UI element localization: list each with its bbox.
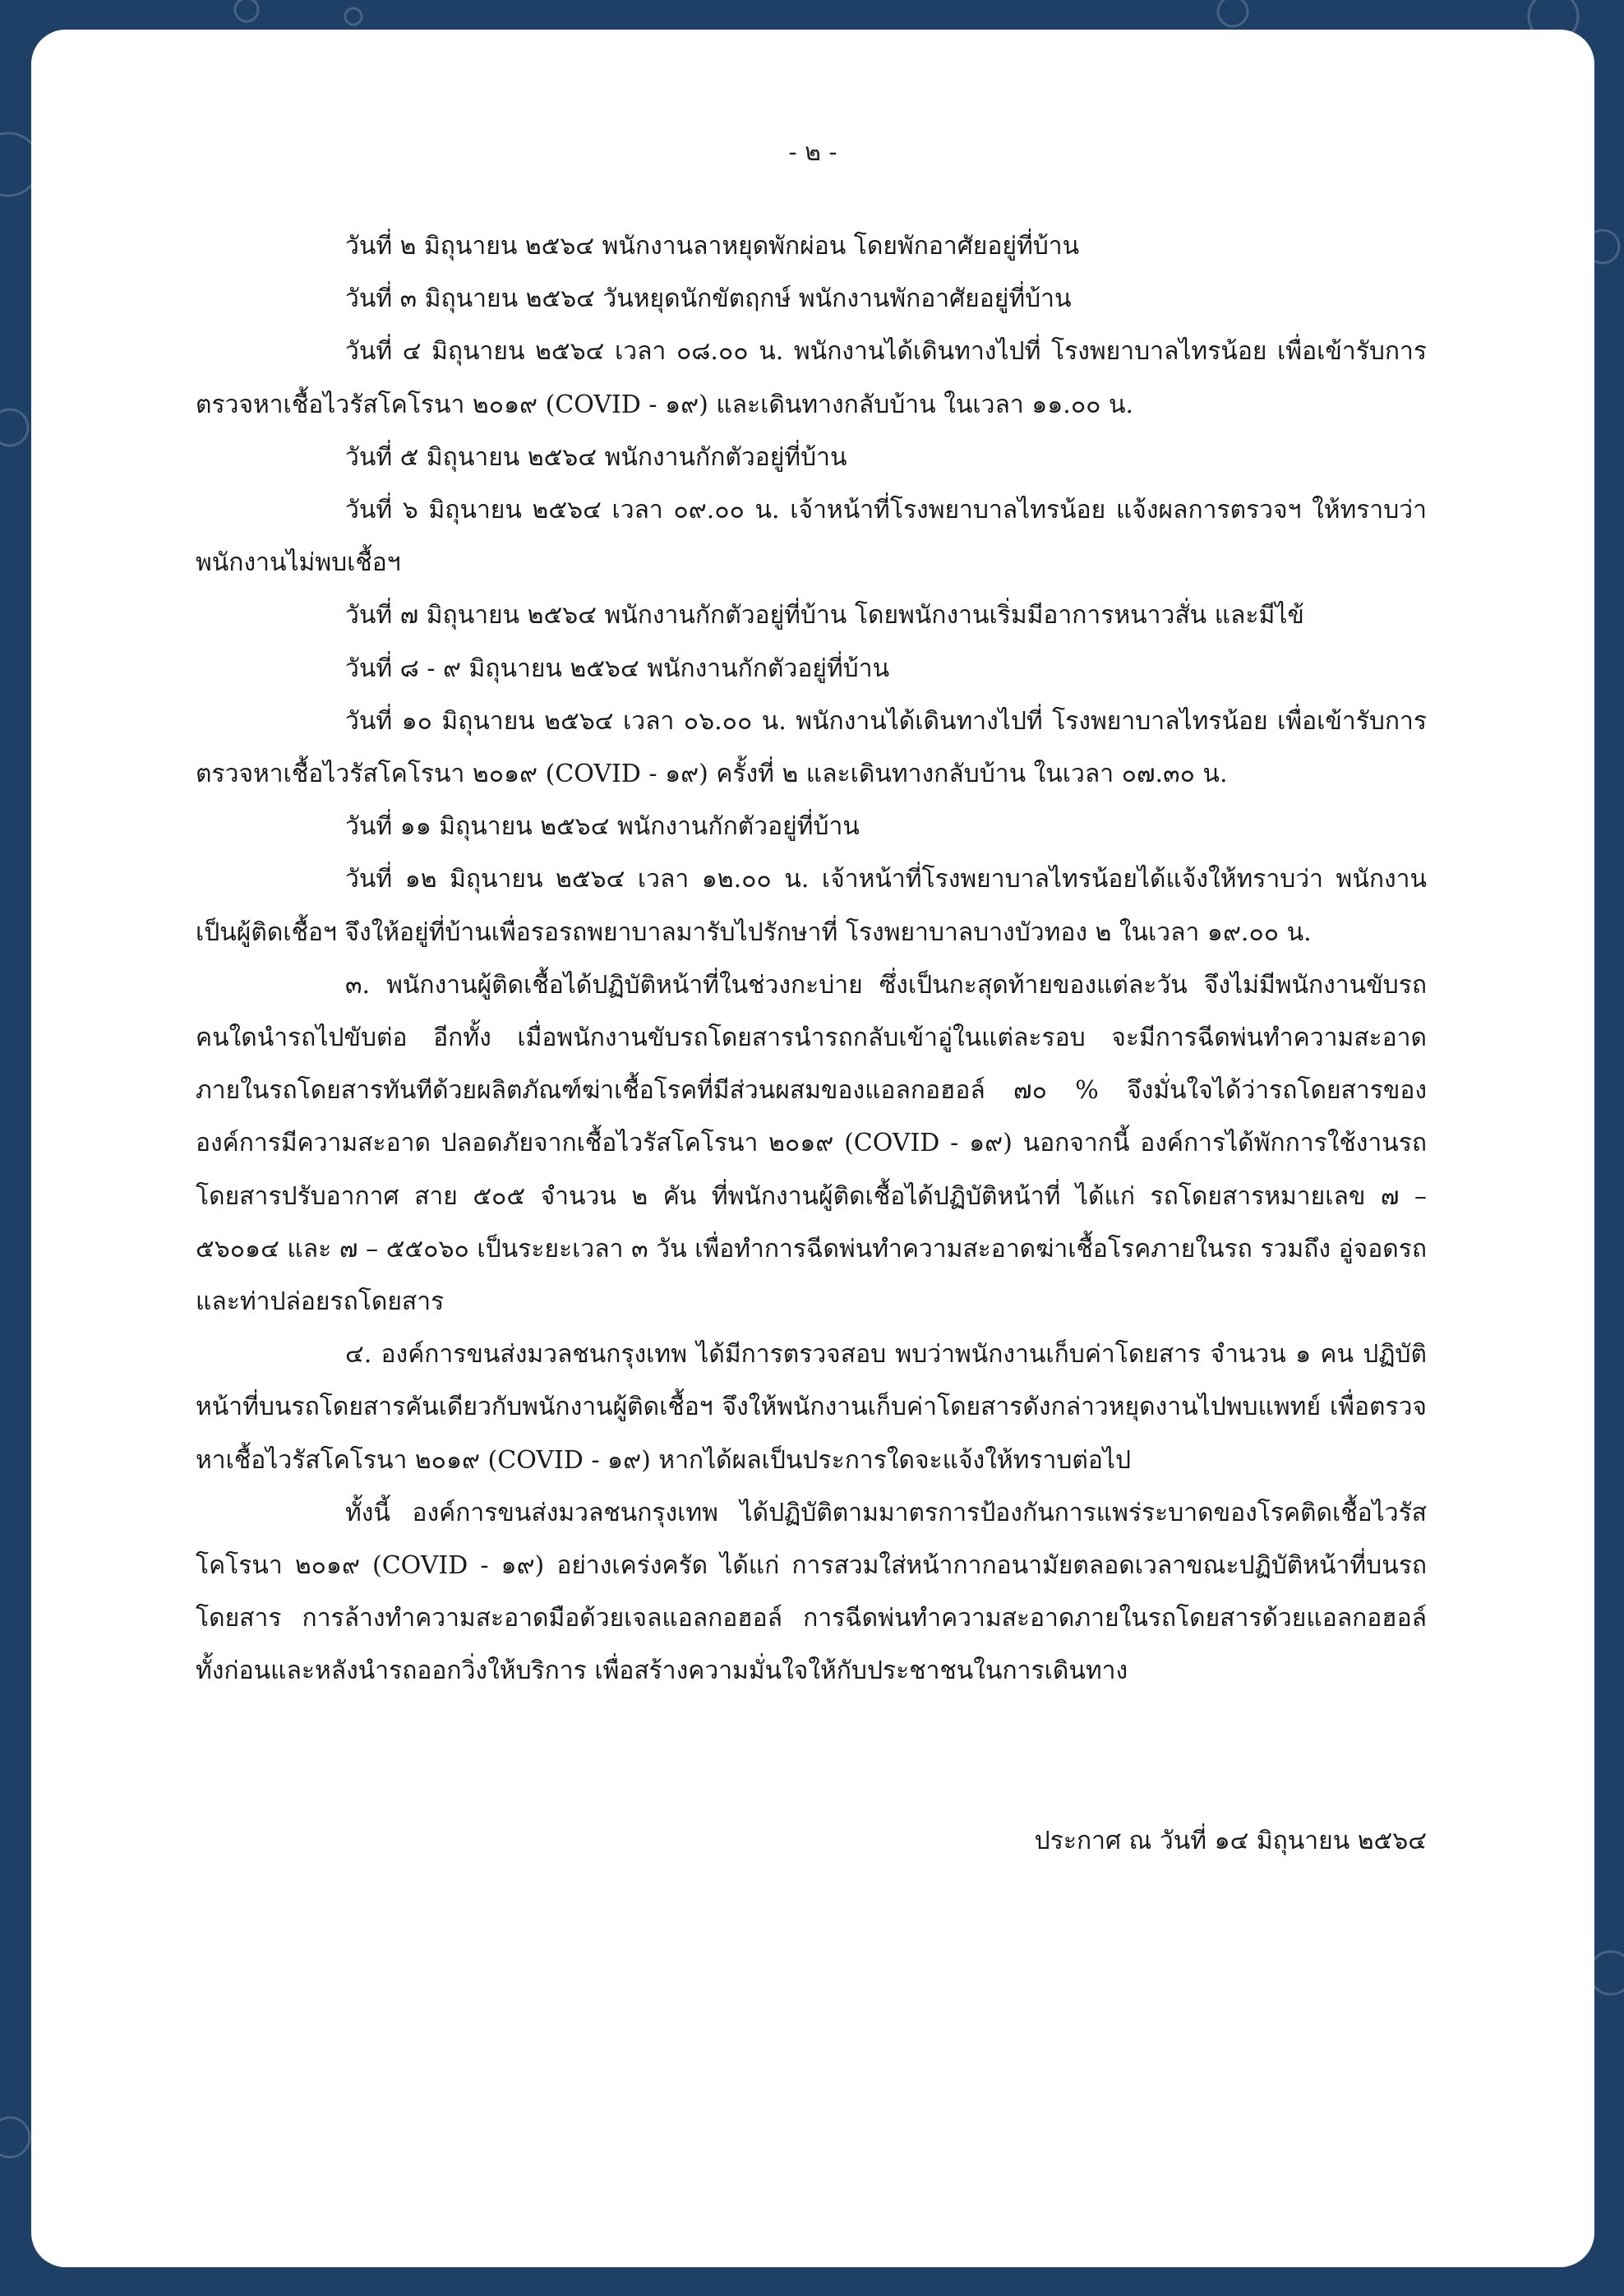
paragraph: วันที่ ๑๐ มิถุนายน ๒๕๖๔ เวลา ๐๖.๐๐ น. พนักงานได้เดินทางไปที่ โรงพยาบาลไทรน้อย เพื่อเข้ารับการตรวจหาเชื้อไวรัสโคโรนา ๒๐๑๙ (COVID - ๑๙) ครั้งที่ ๒ และเดินทางกลับบ้าน ในเวลา ๐๗.๓๐ น. [196, 706, 1427, 789]
page-number: - ๒ - [788, 138, 837, 167]
paragraph: วันที่ ๑๒ มิถุนายน ๒๕๖๔ เวลา ๑๒.๐๐ น. เจ้าหน้าที่โรงพยาบาลไทรน้อยได้แจ้งให้ทราบว่า พนักงานเป็นผู้ติดเชื้อฯ จึงให้อยู่ที่บ้านเพื่อรอรถพยาบาลมารับไปรักษาที่ โรงพยาบาลบางบัวทอง ๒ ในเวลา ๑๙.๐๐ น. [196, 865, 1427, 947]
paragraph: วันที่ ๓ มิถุนายน ๒๕๖๔ วันหยุดนักขัตฤกษ์ พนักงานพักอาศัยอยู่ที่บ้าน [345, 284, 1072, 314]
document-body [196, 220, 1427, 1698]
paragraph: วันที่ ๘ - ๙ มิถุนายน ๒๕๖๔ พนักงานกักตัวอยู่ที่บ้าน [345, 654, 890, 683]
paragraph: วันที่ ๔ มิถุนายน ๒๕๖๔ เวลา ๐๘.๐๐ น. พนักงานได้เดินทางไปที่ โรงพยาบาลไทรน้อย เพื่อเข้ารับการตรวจหาเชื้อไวรัสโคโรนา ๒๐๑๙ (COVID - ๑๙) และเดินทางกลับบ้าน ในเวลา ๑๑.๐๐ น. [196, 337, 1427, 419]
paragraph: วันที่ ๑๑ มิถุนายน ๒๕๖๔ พนักงานกักตัวอยู่ที่บ้าน [345, 812, 860, 842]
document-page [31, 30, 1594, 2267]
paragraph: วันที่ ๕ มิถุนายน ๒๕๖๔ พนักงานกักตัวอยู่ที่บ้าน [345, 442, 847, 472]
paragraph: ๓. พนักงานผู้ติดเชื้อได้ปฏิบัติหน้าที่ในช่วงกะบ่าย ซึ่งเป็นกะสุดท้ายของแต่ละวัน จึงไม่มีพนักงานขับรถคนใดนำรถไปขับต่อ อีกทั้ง เมื่อพนักงานขับรถโดยสารนำรถกลับเข้าอู่ในแต่ละรอบ จะมีการฉีดพ่นทำความสะอาดภายในรถโดยสารทันทีด้วยผลิตภัณฑ์ฆ่าเชื้อโรคที่มีส่วนผสมของแอลกอฮอล์ ๗๐ % จึงมั่นใจได้ว่ารถโดยสารขององค์การมีความสะอาด ปลอดภัยจากเชื้อไวรัสโคโรนา ๒๐๑๙ (COVID - ๑๙) นอกจากนี้ องค์การได้พักการใช้งานรถโดยสารปรับอากาศ สาย ๕๐๕ จำนวน ๒ คัน ที่พนักงานผู้ติดเชื้อได้ปฏิบัติหน้าที่ ได้แก่ รถโดยสารหมายเลข ๗ – ๕๖๐๑๔ และ ๗ – ๕๕๐๖๐ เป็นระยะเวลา ๓ วัน เพื่อทำการฉีดพ่นทำความสะอาดฆ่าเชื้อโรคภายในรถ รวมถึง อู่จอดรถและท่าปล่อยรถโดยสาร [196, 970, 1427, 1317]
paragraph: ทั้งนี้ องค์การขนส่งมวลชนกรุงเทพ ได้ปฏิบัติตามมาตรการป้องกันการแพร่ระบาดของโรคติดเชื้อไวรัสโคโรนา ๒๐๑๙ (COVID - ๑๙) อย่างเคร่งครัด ได้แก่ การสวมใส่หน้ากากอนามัยตลอดเวลาขณะปฏิบัติหน้าที่บนรถโดยสาร การล้างทำความสะอาดมือด้วยเจลแอลกอฮอล์ การฉีดพ่นทำความสะอาดภายในรถโดยสารด้วยแอลกอฮอล์ ทั้งก่อนและหลังนำรถออกวิ่งให้บริการ เพื่อสร้างความมั่นใจให้กับประชาชนในการเดินทาง [196, 1498, 1427, 1686]
paragraph: ๔. องค์การขนส่งมวลชนกรุงเทพ ได้มีการตรวจสอบ พบว่าพนักงานเก็บค่าโดยสาร จำนวน ๑ คน ปฏิบัติหน้าที่บนรถโดยสารคันเดียวกับพนักงานผู้ติดเชื้อฯ จึงให้พนักงานเก็บค่าโดยสารดังกล่าวหยุดงานไปพบแพทย์ เพื่อตรวจหาเชื้อไวรัสโคโรนา ๒๐๑๙ (COVID - ๑๙) หากได้ผลเป็นประการใดจะแจ้งให้ทราบต่อไป [196, 1340, 1427, 1475]
announcement-date: ประกาศ ณ วันที่ ๑๔ มิถุนายน ๒๕๖๔ [1034, 1827, 1427, 1855]
paragraph: วันที่ ๗ มิถุนายน ๒๕๖๔ พนักงานกักตัวอยู่ที่บ้าน โดยพนักงานเริ่มมีอาการหนาวสั่น และมีไข้ [345, 601, 1304, 631]
paragraph: วันที่ ๖ มิถุนายน ๒๕๖๔ เวลา ๐๙.๐๐ น. เจ้าหน้าที่โรงพยาบาลไทรน้อย แจ้งผลการตรวจฯ ให้ทราบว่า พนักงานไม่พบเชื้อฯ [196, 496, 1427, 578]
paragraph: วันที่ ๒ มิถุนายน ๒๕๖๔ พนักงานลาหยุดพักผ่อน โดยพักอาศัยอยู่ที่บ้าน [345, 232, 1080, 261]
